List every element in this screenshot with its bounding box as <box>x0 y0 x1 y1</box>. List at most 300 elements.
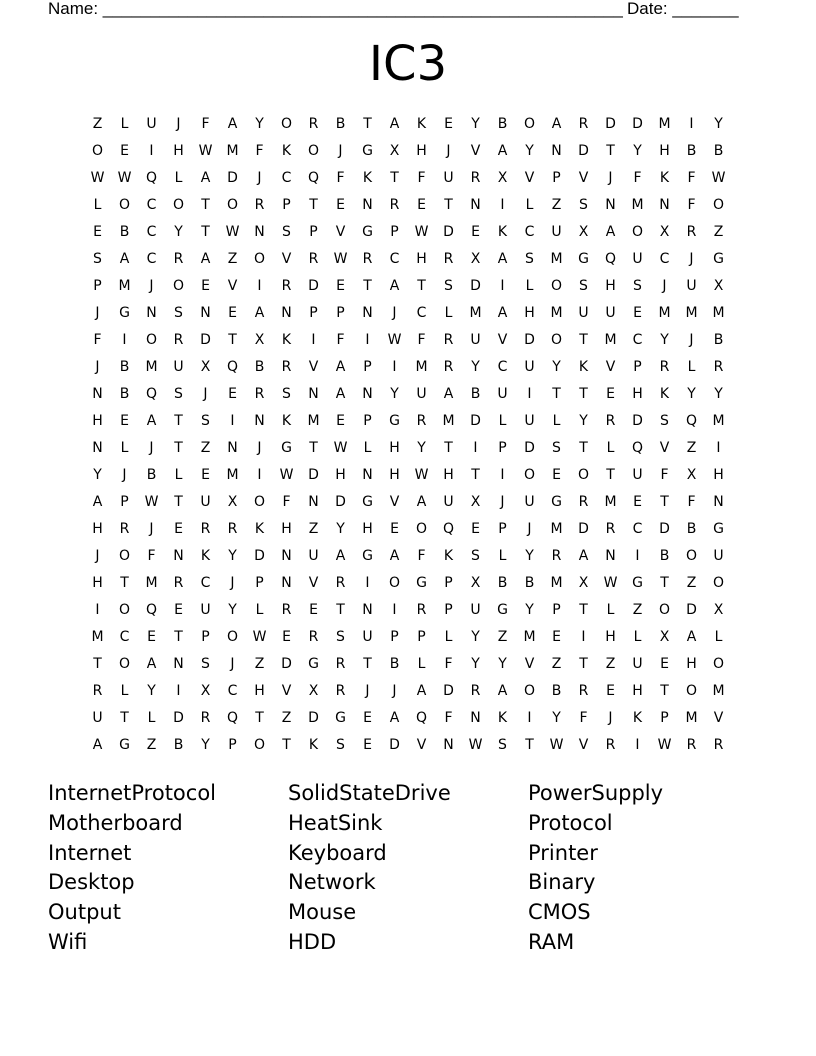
grid-letter: G <box>713 251 724 267</box>
grid-row <box>84 192 732 219</box>
grid-letter: P <box>363 359 372 375</box>
grid-letter: B <box>119 386 130 402</box>
grid-letter: F <box>444 710 453 726</box>
grid-letter: R <box>578 494 589 510</box>
grid-letter: N <box>254 413 265 429</box>
grid-letter: W <box>414 224 429 240</box>
grid-letter: G <box>416 575 427 591</box>
grid-letter: N <box>605 197 616 213</box>
grid-letter: H <box>686 656 697 672</box>
grid-row <box>84 651 732 678</box>
grid-letter: R <box>686 224 697 240</box>
grid-letter: I <box>311 332 316 348</box>
grid-letter: Q <box>631 440 644 456</box>
grid-letter: B <box>497 116 508 132</box>
grid-letter: X <box>254 332 265 348</box>
grid-letter: N <box>254 224 265 240</box>
grid-letter: I <box>635 548 640 564</box>
grid-letter: D <box>578 521 589 537</box>
grid-letter: P <box>336 305 345 321</box>
grid-letter: I <box>716 440 721 456</box>
grid-letter: O <box>253 494 266 510</box>
grid-letter: I <box>392 602 397 618</box>
grid-letter: J <box>365 683 370 699</box>
grid-letter: A <box>389 278 400 294</box>
grid-letter: X <box>470 575 481 591</box>
grid-letter: F <box>660 467 669 483</box>
grid-letter: J <box>257 440 262 456</box>
grid-letter: C <box>524 224 535 240</box>
grid-letter: Q <box>145 602 158 618</box>
grid-letter: H <box>632 386 643 402</box>
word-list-item: CMOS <box>528 900 591 925</box>
grid-letter: M <box>145 359 158 375</box>
grid-letter: M <box>469 305 482 321</box>
grid-letter: J <box>689 251 694 267</box>
grid-letter: B <box>254 359 265 375</box>
grid-letter: E <box>552 629 561 645</box>
grid-letter: F <box>336 170 345 186</box>
grid-letter: I <box>527 710 532 726</box>
grid-letter: P <box>309 305 318 321</box>
grid-letter: I <box>635 737 640 753</box>
grid-letter: D <box>443 224 454 240</box>
grid-letter: T <box>471 467 480 483</box>
grid-letter: S <box>552 440 561 456</box>
grid-letter: R <box>335 575 346 591</box>
grid-letter: W <box>657 737 672 753</box>
grid-letter: N <box>281 305 292 321</box>
grid-letter: U <box>713 548 724 564</box>
grid-letter: P <box>417 629 426 645</box>
grid-letter: O <box>712 575 725 591</box>
grid-letter: F <box>687 494 696 510</box>
grid-letter: Y <box>525 548 534 564</box>
grid-letter: H <box>605 629 616 645</box>
word-list-item: Desktop <box>48 870 135 895</box>
grid-letter: K <box>659 170 670 186</box>
grid-letter: N <box>605 548 616 564</box>
grid-letter: Z <box>605 656 616 672</box>
grid-letter: D <box>335 494 346 510</box>
grid-letter: L <box>363 440 372 456</box>
grid-letter: O <box>685 548 698 564</box>
grid-letter: N <box>362 467 373 483</box>
grid-letter: A <box>416 683 427 699</box>
grid-letter: X <box>713 278 724 294</box>
grid-letter: W <box>252 629 267 645</box>
grid-letter: U <box>551 224 562 240</box>
grid-letter: P <box>282 197 291 213</box>
grid-letter: A <box>686 629 697 645</box>
grid-letter: R <box>551 548 562 564</box>
grid-letter: S <box>282 386 291 402</box>
grid-letter: F <box>147 548 156 564</box>
grid-letter: T <box>579 332 588 348</box>
grid-letter: W <box>711 170 726 186</box>
grid-letter: U <box>470 332 481 348</box>
grid-letter: Z <box>686 440 697 456</box>
grid-letter: N <box>713 494 724 510</box>
grid-letter: S <box>633 278 642 294</box>
grid-letter: W <box>333 440 348 456</box>
grid-letter: Z <box>308 521 319 537</box>
grid-letter: J <box>149 440 154 456</box>
grid-row <box>84 408 732 435</box>
word-list-item: HeatSink <box>288 810 383 835</box>
grid-letter: F <box>444 656 453 672</box>
grid-letter: F <box>633 170 642 186</box>
grid-letter: P <box>498 521 507 537</box>
grid-letter: Y <box>660 332 669 348</box>
grid-letter: V <box>605 359 616 375</box>
grid-letter: R <box>605 521 616 537</box>
grid-letter: O <box>631 224 644 240</box>
grid-letter: I <box>689 116 694 132</box>
grid-letter: U <box>362 629 373 645</box>
grid-letter: Y <box>336 521 345 537</box>
grid-letter: N <box>443 737 454 753</box>
grid-letter: A <box>335 548 346 564</box>
grid-letter: M <box>226 467 239 483</box>
grid-letter: W <box>333 251 348 267</box>
grid-letter: T <box>174 440 183 456</box>
word-list-item: Network <box>288 870 376 895</box>
grid-letter: D <box>659 521 670 537</box>
grid-letter: P <box>390 629 399 645</box>
grid-letter: C <box>389 251 400 267</box>
grid-letter: X <box>659 629 670 645</box>
grid-letter: B <box>146 467 157 483</box>
grid-letter: O <box>226 197 239 213</box>
grid-row <box>84 354 732 381</box>
grid-letter: G <box>362 143 373 159</box>
grid-letter: F <box>687 197 696 213</box>
grid-letter: P <box>444 602 453 618</box>
grid-letter: H <box>281 521 292 537</box>
grid-letter: T <box>174 494 183 510</box>
grid-letter: K <box>497 710 508 726</box>
grid-letter: V <box>470 143 481 159</box>
grid-letter: V <box>389 494 400 510</box>
grid-letter: T <box>606 143 615 159</box>
grid-letter: A <box>335 386 346 402</box>
grid-letter: H <box>362 521 373 537</box>
grid-letter: O <box>172 197 185 213</box>
grid-letter: N <box>146 305 157 321</box>
grid-letter: M <box>712 305 725 321</box>
grid-letter: V <box>308 359 319 375</box>
grid-letter: T <box>579 602 588 618</box>
grid-letter: B <box>713 143 724 159</box>
grid-letter: P <box>552 170 561 186</box>
grid-letter: M <box>685 710 698 726</box>
grid-letter: A <box>335 359 346 375</box>
grid-letter: G <box>362 224 373 240</box>
grid-letter: O <box>523 683 536 699</box>
grid-letter: K <box>308 737 319 753</box>
grid-letter: O <box>415 521 428 537</box>
grid-letter: O <box>307 143 320 159</box>
grid-letter: P <box>498 440 507 456</box>
grid-letter: A <box>200 170 211 186</box>
grid-letter: F <box>417 332 426 348</box>
grid-letter: S <box>660 413 669 429</box>
grid-letter: T <box>660 494 669 510</box>
grid-letter: Y <box>390 386 399 402</box>
grid-letter: O <box>118 602 131 618</box>
grid-letter: Y <box>471 359 480 375</box>
grid-letter: R <box>443 359 454 375</box>
word-list <box>48 779 768 959</box>
grid-letter: I <box>95 602 100 618</box>
grid-letter: J <box>257 170 262 186</box>
grid-letter: N <box>200 305 211 321</box>
grid-letter: R <box>605 413 616 429</box>
grid-letter: T <box>390 170 399 186</box>
grid-letter: A <box>254 305 265 321</box>
grid-letter: X <box>200 359 211 375</box>
grid-letter: R <box>227 521 238 537</box>
grid-letter: G <box>119 305 130 321</box>
grid-letter: M <box>415 359 428 375</box>
grid-letter: J <box>392 683 397 699</box>
grid-letter: D <box>308 467 319 483</box>
grid-letter: R <box>686 737 697 753</box>
grid-letter: Q <box>307 170 320 186</box>
grid-letter: K <box>254 521 265 537</box>
grid-letter: Q <box>145 170 158 186</box>
grid-letter: C <box>497 359 508 375</box>
grid-letter: K <box>281 332 292 348</box>
grid-letter: Y <box>201 737 210 753</box>
grid-letter: Q <box>604 251 617 267</box>
grid-letter: N <box>227 440 238 456</box>
grid-letter: E <box>120 413 129 429</box>
grid-letter: E <box>174 521 183 537</box>
grid-letter: M <box>226 143 239 159</box>
grid-letter: W <box>198 143 213 159</box>
grid-letter: Y <box>633 143 642 159</box>
word-list-item: Protocol <box>528 810 613 835</box>
grid-letter: Z <box>281 710 292 726</box>
grid-letter: V <box>308 575 319 591</box>
grid-letter: P <box>120 494 129 510</box>
grid-letter: H <box>416 251 427 267</box>
grid-letter: U <box>497 386 508 402</box>
grid-letter: R <box>470 170 481 186</box>
grid-letter: D <box>389 737 400 753</box>
grid-letter: J <box>608 170 613 186</box>
grid-letter: K <box>200 548 211 564</box>
grid-letter: S <box>579 197 588 213</box>
grid-letter: Y <box>687 386 696 402</box>
grid-letter: I <box>527 386 532 402</box>
word-list-item: SolidStateDrive <box>288 781 451 805</box>
grid-row <box>84 624 732 651</box>
grid-letter: Z <box>92 116 103 132</box>
grid-letter: E <box>444 116 453 132</box>
grid-letter: R <box>416 413 427 429</box>
grid-letter: Y <box>498 656 507 672</box>
grid-letter: T <box>417 278 426 294</box>
grid-letter: F <box>201 116 210 132</box>
grid-letter: W <box>279 467 294 483</box>
grid-letter: O <box>118 656 131 672</box>
grid-letter: O <box>712 197 725 213</box>
grid-letter: L <box>498 413 507 429</box>
grid-letter: E <box>363 737 372 753</box>
grid-row <box>84 273 732 300</box>
grid-letter: T <box>444 440 453 456</box>
grid-letter: T <box>444 197 453 213</box>
grid-letter: R <box>605 737 616 753</box>
grid-letter: R <box>578 116 589 132</box>
word-column <box>288 779 518 958</box>
grid-letter: Z <box>713 224 724 240</box>
grid-letter: P <box>93 278 102 294</box>
grid-letter: D <box>524 440 535 456</box>
grid-letter: T <box>120 710 129 726</box>
grid-letter: G <box>281 440 292 456</box>
grid-letter: I <box>392 359 397 375</box>
grid-letter: H <box>254 683 265 699</box>
grid-letter: M <box>658 305 671 321</box>
word-list-item: Internet <box>48 840 132 865</box>
grid-letter: E <box>309 602 318 618</box>
grid-letter: H <box>416 143 427 159</box>
grid-letter: R <box>308 116 319 132</box>
grid-letter: Z <box>227 251 238 267</box>
grid-letter: S <box>201 656 210 672</box>
grid-letter: R <box>578 683 589 699</box>
grid-letter: B <box>659 548 670 564</box>
grid-letter: H <box>659 143 670 159</box>
grid-letter: G <box>632 575 643 591</box>
grid-letter: X <box>497 170 508 186</box>
grid-letter: D <box>443 683 454 699</box>
grid-letter: E <box>147 629 156 645</box>
grid-letter: K <box>281 143 292 159</box>
grid-letter: W <box>90 170 105 186</box>
grid-letter: B <box>119 359 130 375</box>
grid-letter: R <box>416 602 427 618</box>
grid-row <box>84 300 732 327</box>
grid-letter: M <box>550 575 563 591</box>
grid-letter: F <box>417 170 426 186</box>
grid-letter: I <box>473 440 478 456</box>
grid-letter: H <box>389 467 400 483</box>
grid-letter: B <box>524 575 535 591</box>
grid-letter: B <box>389 656 400 672</box>
grid-letter: G <box>119 737 130 753</box>
grid-letter: A <box>227 116 238 132</box>
grid-letter: Y <box>471 656 480 672</box>
grid-letter: Z <box>632 602 643 618</box>
grid-letter: P <box>660 710 669 726</box>
grid-letter: L <box>255 602 264 618</box>
grid-letter: A <box>92 737 103 753</box>
grid-letter: N <box>362 197 373 213</box>
grid-letter: W <box>225 224 240 240</box>
grid-letter: M <box>307 413 320 429</box>
grid-letter: A <box>497 305 508 321</box>
word-list-item: Wifi <box>48 929 88 954</box>
grid-letter: U <box>686 278 697 294</box>
grid-letter: D <box>227 170 238 186</box>
grid-letter: Y <box>552 359 561 375</box>
grid-letter: C <box>632 332 643 348</box>
grid-letter: G <box>578 251 589 267</box>
grid-letter: T <box>363 278 372 294</box>
grid-letter: P <box>201 629 210 645</box>
grid-letter: Y <box>147 683 156 699</box>
grid-letter: Z <box>146 737 157 753</box>
grid-letter: O <box>145 332 158 348</box>
grid-letter: U <box>578 305 589 321</box>
grid-letter: E <box>417 197 426 213</box>
grid-letter: I <box>500 467 505 483</box>
grid-letter: V <box>227 278 238 294</box>
grid-letter: I <box>122 332 127 348</box>
grid-letter: G <box>362 494 373 510</box>
grid-letter: C <box>119 629 130 645</box>
word-column <box>528 779 758 958</box>
grid-row <box>84 543 732 570</box>
grid-letter: S <box>174 305 183 321</box>
grid-letter: D <box>686 602 697 618</box>
grid-letter: J <box>149 521 154 537</box>
grid-letter: C <box>659 251 670 267</box>
grid-letter: D <box>308 710 319 726</box>
grid-letter: L <box>687 359 696 375</box>
grid-letter: I <box>500 197 505 213</box>
grid-letter: U <box>200 494 211 510</box>
grid-letter: A <box>551 116 562 132</box>
grid-letter: G <box>713 521 724 537</box>
grid-letter: C <box>281 170 292 186</box>
grid-letter: Z <box>551 656 562 672</box>
grid-letter: D <box>200 332 211 348</box>
grid-letter: S <box>498 737 507 753</box>
grid-letter: L <box>444 305 453 321</box>
grid-letter: X <box>227 494 238 510</box>
grid-letter: L <box>174 467 183 483</box>
grid-row <box>84 246 732 273</box>
grid-letter: U <box>605 305 616 321</box>
grid-letter: L <box>147 710 156 726</box>
grid-letter: N <box>551 143 562 159</box>
grid-letter: Y <box>552 710 561 726</box>
grid-letter: P <box>363 413 372 429</box>
grid-letter: E <box>363 710 372 726</box>
grid-letter: L <box>525 278 534 294</box>
grid-letter: T <box>363 656 372 672</box>
grid-letter: V <box>335 224 346 240</box>
grid-letter: X <box>659 224 670 240</box>
grid-letter: T <box>309 197 318 213</box>
grid-letter: E <box>633 305 642 321</box>
grid-letter: I <box>230 413 235 429</box>
grid-letter: P <box>228 737 237 753</box>
grid-letter: R <box>713 359 724 375</box>
word-list-item: RAM <box>528 929 575 954</box>
grid-letter: T <box>201 224 210 240</box>
grid-letter: S <box>579 278 588 294</box>
grid-letter: J <box>176 116 181 132</box>
grid-letter: O <box>226 629 239 645</box>
grid-letter: B <box>551 683 562 699</box>
